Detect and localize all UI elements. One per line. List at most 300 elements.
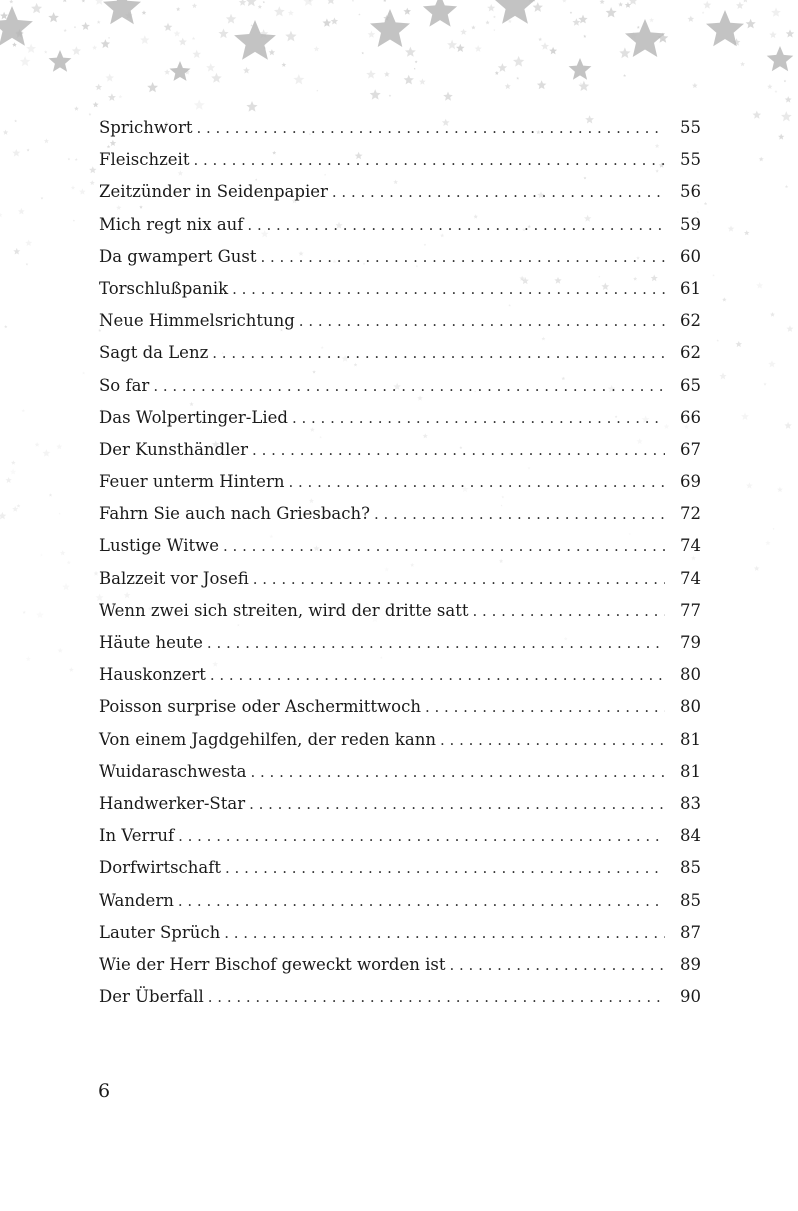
toc-entry-title: Der Überfall: [99, 987, 204, 1007]
toc-entry: [99, 305, 701, 337]
star-shape: [769, 31, 776, 38]
star-shape: [767, 46, 794, 71]
star-shape: [767, 84, 772, 89]
star-shape: [59, 513, 61, 515]
dot-leader: [250, 756, 665, 788]
toc-entry-page: 79: [680, 633, 701, 652]
star-shape: [0, 12, 8, 19]
toc-entry-page: 77: [680, 600, 701, 620]
star-shape: [405, 47, 416, 57]
star-shape: [269, 49, 275, 55]
star-shape: [781, 111, 792, 121]
star-shape: [777, 487, 783, 492]
toc-entry-title: Fahrn Sie auch nach Griesbach?: [99, 504, 370, 524]
star-shape: [27, 149, 30, 152]
star-shape: [784, 422, 791, 429]
star-shape: [12, 149, 20, 157]
toc-entry: [99, 530, 701, 562]
star-shape: [106, 74, 115, 82]
toc-entry-title: Feuer unterm Hintern: [99, 472, 285, 492]
star-shape: [740, 62, 745, 66]
star-shape: [263, 47, 266, 50]
toc-entry-title: Torschlußpanik: [99, 278, 229, 298]
toc-entry: [99, 820, 701, 852]
dot-leader: [425, 691, 665, 723]
star-shape: [366, 70, 375, 79]
star-shape: [170, 61, 191, 81]
toc-entry-page: 72: [680, 504, 701, 524]
star-shape: [41, 197, 44, 200]
dot-leader: [212, 337, 665, 369]
toc-entry: [99, 788, 701, 820]
toc-entry-page: 65: [680, 375, 701, 395]
toc-entry-page: 85: [680, 858, 701, 878]
dot-leader: [288, 466, 665, 498]
star-shape: [619, 47, 630, 58]
star-shape: [25, 240, 32, 247]
star-shape: [72, 46, 81, 55]
star-shape: [0, 6, 33, 46]
star-shape: [218, 29, 228, 39]
star-shape: [744, 230, 750, 235]
star-shape: [239, 0, 247, 6]
toc-entry-page: 85: [680, 890, 701, 910]
star-shape: [460, 29, 467, 35]
star-shape: [89, 113, 92, 116]
star-shape: [93, 102, 99, 108]
star-shape: [404, 75, 414, 85]
star-shape: [90, 180, 95, 185]
toc-entry-page: 69: [680, 472, 701, 492]
toc-entry-page: 56: [680, 182, 701, 202]
toc-entry-title: Lauter Sprüch: [99, 922, 221, 942]
star-shape: [572, 18, 580, 26]
toc-entry-title: Wie der Herr Bischof geweckt worden ist: [99, 954, 446, 974]
star-shape: [58, 648, 63, 653]
toc-entry-page: 80: [680, 697, 701, 717]
toc-entry: [99, 241, 701, 273]
star-shape: [308, 0, 312, 2]
toc-entry-title: Poisson surprise oder Aschermittwoch: [99, 697, 421, 717]
star-shape: [259, 29, 268, 38]
star-shape: [316, 90, 318, 92]
star-shape: [92, 45, 97, 50]
star-shape: [6, 477, 12, 483]
star-shape: [625, 19, 665, 57]
toc-entry-title: Hauskonzert: [99, 665, 206, 685]
toc-entry-page: 90: [680, 987, 701, 1007]
star-shape: [580, 82, 582, 84]
star-shape: [722, 297, 726, 301]
dot-leader: [153, 370, 665, 402]
star-shape: [570, 11, 573, 13]
star-shape: [662, 38, 664, 40]
star-shape: [361, 52, 364, 55]
star-shape: [717, 339, 720, 341]
star-shape: [192, 3, 197, 8]
star-shape: [403, 8, 411, 15]
table-of-contents: [99, 112, 701, 1013]
toc-entry-page: 74: [680, 568, 701, 588]
toc-entry-title: Wuidaraschwesta: [99, 761, 247, 781]
dot-leader: [260, 241, 665, 273]
toc-entry: [99, 691, 701, 723]
star-shape: [538, 37, 542, 41]
star-shape: [192, 37, 195, 40]
dot-leader: [178, 885, 665, 917]
toc-entry-title: Lustige Witwe: [99, 536, 219, 556]
star-shape: [746, 19, 756, 29]
toc-entry-title: Neue Himmelsrichtung: [99, 311, 295, 331]
star-shape: [628, 0, 637, 5]
toc-entry-page: 83: [680, 793, 701, 813]
star-shape: [384, 71, 390, 76]
toc-entry-page: 80: [680, 665, 701, 685]
dot-leader: [247, 209, 665, 241]
star-shape: [754, 566, 760, 571]
dot-leader: [440, 724, 665, 756]
star-shape: [10, 469, 16, 475]
star-shape: [562, 0, 566, 3]
star-shape: [719, 373, 726, 380]
star-shape: [728, 225, 735, 231]
star-shape: [768, 360, 776, 367]
toc-entry-title: Wenn zwei sich streiten, wird der dritte satt: [99, 600, 469, 620]
star-shape: [498, 63, 507, 72]
star-shape: [179, 38, 187, 46]
star-shape: [513, 56, 524, 67]
toc-entry: [99, 981, 701, 1013]
star-shape: [495, 71, 499, 75]
toc-entry: [99, 563, 701, 595]
toc-entry-title: So far: [99, 375, 150, 395]
star-shape: [600, 0, 605, 4]
star-shape: [770, 312, 775, 317]
star-shape: [246, 0, 257, 6]
star-shape: [71, 186, 75, 190]
star-shape: [505, 83, 511, 89]
star-shape: [250, 24, 253, 26]
star-shape: [606, 7, 617, 18]
star-shape: [44, 50, 47, 53]
star-shape: [288, 10, 294, 16]
toc-entry-page: 81: [680, 729, 701, 749]
toc-entry-title: Balzzeit vor Josefi: [99, 568, 249, 588]
star-shape: [352, 0, 354, 2]
dot-leader: [178, 820, 665, 852]
star-shape: [786, 29, 795, 37]
star-shape: [258, 5, 262, 9]
dot-leader: [232, 273, 665, 305]
star-shape: [49, 50, 72, 72]
star-shape: [282, 62, 287, 67]
star-shape: [26, 656, 31, 661]
toc-entry-page: 61: [680, 278, 701, 298]
star-shape: [82, 372, 85, 375]
star-shape: [13, 248, 20, 255]
star-shape: [583, 35, 586, 38]
dot-leader: [225, 852, 665, 884]
toc-entry-title: In Verruf: [99, 826, 175, 846]
star-shape: [541, 42, 549, 50]
star-shape: [579, 81, 590, 91]
toc-entry: [99, 885, 701, 917]
toc-entry-title: Das Wolpertinger-Lied: [99, 407, 288, 427]
toc-entry-title: Zeitzünder in Seidenpapier: [99, 182, 328, 202]
star-shape: [528, 0, 534, 3]
star-shape: [185, 69, 190, 74]
star-shape: [174, 30, 181, 36]
star-shape: [487, 4, 495, 12]
star-shape: [74, 106, 79, 110]
star-shape: [508, 19, 512, 23]
star-shape: [40, 554, 43, 557]
star-shape: [370, 9, 410, 47]
star-shape: [712, 274, 714, 276]
star-shape: [706, 10, 744, 46]
star-shape: [94, 571, 99, 576]
star-shape: [703, 1, 711, 9]
star-shape: [407, 10, 410, 13]
dot-leader: [210, 659, 665, 691]
toc-entry-page: 59: [680, 214, 701, 234]
toc-entry: [99, 949, 701, 981]
toc-entry: [99, 176, 701, 208]
star-shape: [494, 0, 536, 24]
star-shape: [62, 583, 70, 590]
toc-entry: [99, 627, 701, 659]
star-shape: [756, 282, 763, 289]
star-shape: [516, 77, 519, 80]
toc-entry-page: 62: [680, 343, 701, 363]
star-shape: [226, 14, 236, 24]
star-shape: [206, 63, 215, 72]
star-shape: [389, 94, 392, 96]
star-shape: [753, 111, 762, 119]
star-shape: [764, 383, 767, 386]
toc-entry: [99, 402, 701, 434]
star-shape: [74, 26, 76, 28]
star-shape: [14, 120, 17, 123]
toc-entry: [99, 144, 701, 176]
star-shape: [263, 1, 265, 3]
toc-entry-page: 74: [680, 536, 701, 556]
star-shape: [36, 611, 44, 618]
dot-leader: [473, 595, 666, 627]
star-shape: [82, 0, 86, 2]
star-shape: [485, 20, 489, 24]
star-shape: [303, 0, 314, 6]
star-shape: [383, 15, 389, 21]
page-number: 6: [98, 1080, 111, 1102]
star-shape: [64, 29, 67, 32]
star-shape: [493, 29, 495, 31]
toc-entry-page: 84: [680, 826, 701, 846]
dot-leader: [223, 530, 665, 562]
star-shape: [79, 188, 86, 194]
star-shape: [704, 202, 707, 205]
star-shape: [101, 39, 110, 48]
toc-entry: [99, 724, 701, 756]
star-shape: [285, 31, 296, 42]
star-shape: [471, 25, 475, 29]
star-shape: [31, 3, 42, 13]
toc-entry: [99, 659, 701, 691]
star-shape: [414, 68, 416, 70]
star-shape: [60, 550, 66, 555]
star-shape: [773, 528, 775, 530]
toc-entry-page: 66: [680, 407, 701, 427]
star-shape: [211, 73, 222, 83]
star-shape: [419, 78, 426, 84]
star-shape: [9, 0, 13, 3]
star-shape: [692, 83, 698, 88]
star-shape: [323, 18, 332, 26]
star-shape: [192, 50, 201, 58]
toc-entry-title: Sprichwort: [99, 118, 193, 137]
star-shape: [630, 32, 638, 39]
star-shape: [785, 96, 792, 103]
star-shape: [787, 325, 794, 332]
star-shape: [12, 42, 17, 47]
star-shape: [43, 449, 51, 456]
dot-leader: [207, 627, 665, 659]
star-shape: [23, 611, 26, 614]
star-shape: [759, 157, 764, 162]
star-shape: [765, 540, 770, 545]
star-shape: [67, 561, 71, 565]
star-shape: [26, 44, 36, 53]
toc-entry-page: 87: [680, 922, 701, 942]
star-shape: [3, 130, 8, 135]
toc-entry-page: 89: [680, 954, 701, 974]
dot-leader: [208, 981, 665, 1013]
star-shape: [423, 0, 457, 27]
star-shape: [194, 100, 205, 110]
star-shape: [81, 22, 90, 30]
star-shape: [243, 67, 250, 74]
star-shape: [0, 512, 6, 520]
dot-leader: [224, 917, 665, 949]
toc-entry-page: 67: [680, 439, 701, 459]
star-shape: [95, 0, 105, 5]
dot-leader: [249, 788, 665, 820]
dot-leader: [252, 434, 665, 466]
star-shape: [164, 23, 173, 31]
star-shape: [103, 0, 141, 24]
star-shape: [234, 20, 276, 60]
toc-entry-page: 60: [680, 246, 701, 266]
star-shape: [125, 12, 133, 19]
toc-entry: [99, 756, 701, 788]
dot-leader: [332, 176, 665, 208]
star-shape: [736, 341, 743, 347]
star-shape: [415, 60, 418, 63]
star-shape: [746, 482, 753, 488]
star-shape: [16, 29, 24, 36]
toc-entry: [99, 434, 701, 466]
dot-leader: [292, 402, 665, 434]
star-shape: [733, 38, 741, 45]
toc-entry-title: Häute heute: [99, 633, 203, 652]
dot-leader: [374, 498, 665, 530]
star-shape: [742, 0, 748, 3]
star-shape: [75, 158, 78, 161]
dot-leader: [299, 305, 665, 337]
star-shape: [142, 10, 147, 15]
star-shape: [18, 208, 25, 215]
star-shape: [331, 18, 338, 25]
star-shape: [775, 90, 778, 93]
star-shape: [533, 2, 543, 12]
toc-entry-title: Dorfwirtschaft: [99, 858, 221, 878]
toc-entry: [99, 337, 701, 369]
dot-leader: [449, 949, 665, 981]
star-shape: [784, 80, 787, 82]
toc-entry: [99, 466, 701, 498]
star-shape: [164, 69, 170, 75]
star-shape: [778, 134, 784, 140]
star-shape: [62, 0, 67, 2]
star-shape: [26, 263, 29, 266]
star-shape: [68, 158, 71, 161]
star-shape: [702, 11, 705, 13]
star-shape: [475, 45, 482, 52]
star-shape: [246, 101, 257, 112]
star-shape: [4, 325, 7, 328]
star-shape: [383, 0, 387, 2]
star-shape: [368, 31, 376, 38]
star-shape: [493, 16, 496, 19]
star-shape: [274, 6, 285, 16]
star-shape: [0, 213, 3, 218]
toc-entry: [99, 370, 701, 402]
star-shape: [147, 82, 158, 92]
star-shape: [108, 37, 110, 39]
star-shape: [314, 46, 320, 52]
star-shape: [20, 56, 31, 66]
star-shape: [456, 44, 465, 52]
star-shape: [370, 89, 381, 99]
toc-entry-page: 55: [680, 118, 701, 137]
toc-entry: [99, 209, 701, 241]
star-shape: [637, 26, 640, 29]
star-shape: [771, 8, 781, 17]
dot-leader: [193, 144, 665, 176]
star-shape: [293, 74, 304, 84]
toc-entry-page: 62: [680, 311, 701, 331]
toc-entry-title: Da gwampert Gust: [99, 246, 257, 266]
toc-entry-title: Der Kunsthändler: [99, 439, 249, 459]
star-shape: [443, 92, 453, 101]
star-shape: [358, 13, 360, 15]
star-shape: [119, 95, 123, 99]
star-shape: [48, 12, 59, 22]
star-shape: [108, 93, 116, 101]
star-shape: [736, 2, 744, 10]
toc-entry: [99, 273, 701, 305]
star-shape: [44, 138, 49, 143]
star-shape: [537, 80, 547, 89]
toc-entry-page: 81: [680, 761, 701, 781]
star-shape: [97, 20, 101, 24]
dot-leader: [253, 563, 665, 595]
star-shape: [618, 2, 623, 7]
star-shape: [49, 493, 52, 496]
dot-leader: [196, 112, 665, 144]
star-shape: [578, 15, 587, 24]
toc-entry-title: Von einem Jagdgehilfen, der reden kann: [99, 729, 437, 749]
